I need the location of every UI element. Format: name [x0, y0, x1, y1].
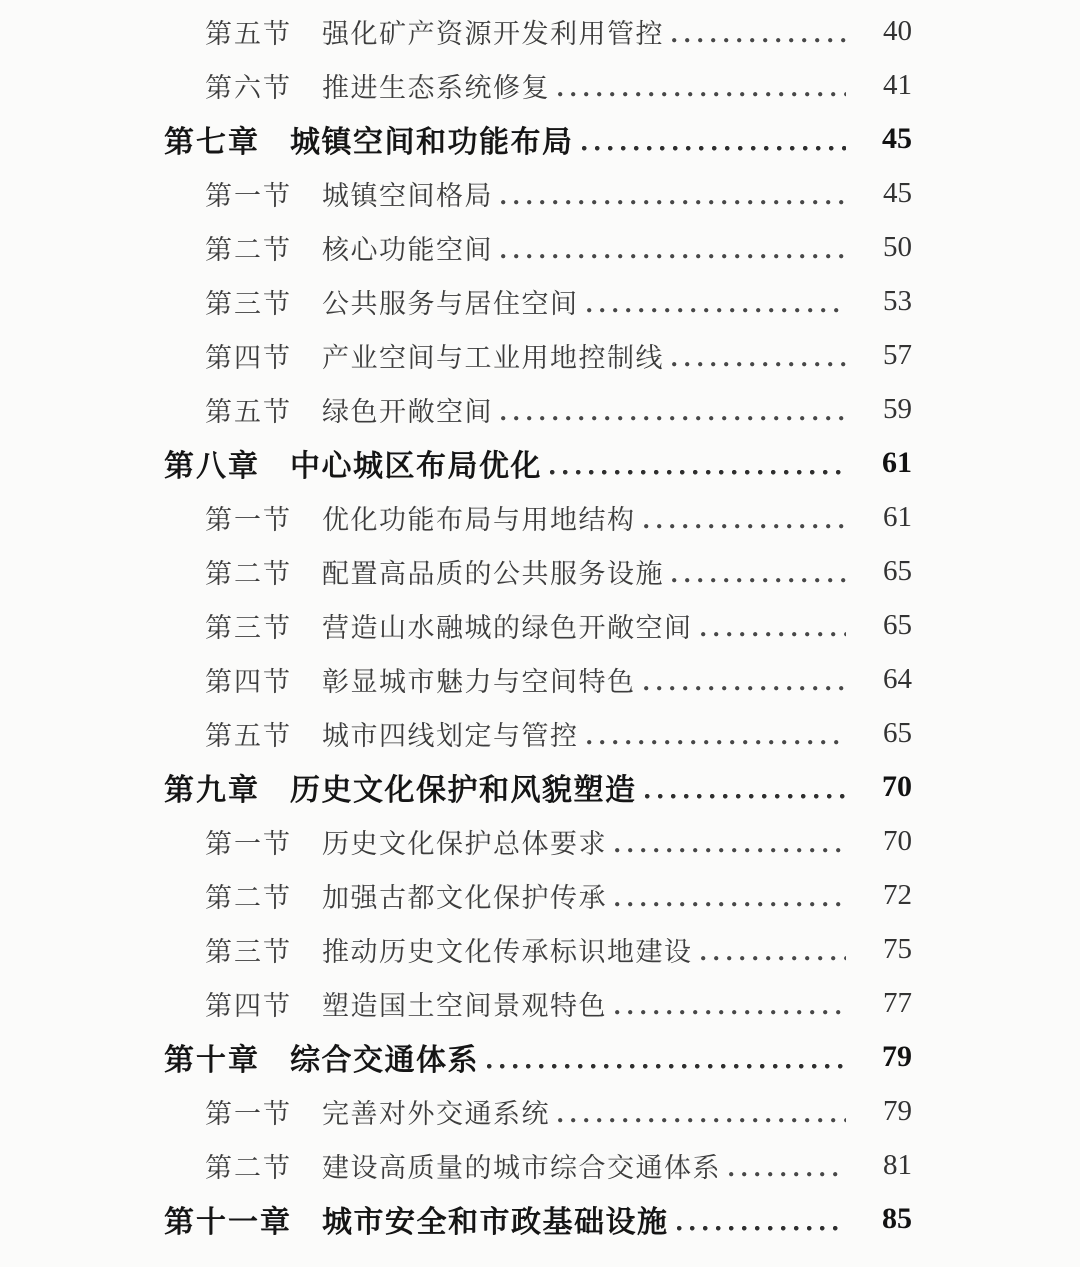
dot-leader [501, 254, 846, 259]
toc-entry-section [0, 544, 1080, 598]
toc-entry-label: 第五节 [205, 18, 292, 49]
toc-entry-section [0, 652, 1080, 706]
toc-entry-page: 53 [883, 284, 912, 317]
toc-entry-title: 推动历史文化传承标识地建设 [322, 936, 693, 967]
toc-entry-page: 41 [883, 68, 912, 101]
toc-entry-title: 塑造国土空间景观特色 [322, 990, 607, 1021]
toc-entry-page: 40 [883, 14, 912, 47]
toc-entry-section [0, 922, 1080, 976]
toc-entry-section [0, 814, 1080, 868]
toc-entry-title: 历史文化保护和风貌塑造 [290, 774, 637, 807]
toc-entry-section [0, 4, 1080, 58]
toc-entry-page: 57 [883, 338, 912, 371]
toc-entry-label: 第五节 [205, 720, 292, 751]
toc-entry-label: 第八章 [164, 450, 260, 483]
toc-entry-label: 第九章 [164, 774, 260, 807]
dot-leader [701, 956, 847, 961]
toc-entry-page: 72 [883, 878, 912, 911]
toc-entry-chapter [0, 1192, 1080, 1246]
toc-entry-section [0, 220, 1080, 274]
toc-entry-page: 65 [883, 608, 912, 641]
toc-entry-label: 第二节 [205, 1152, 292, 1183]
toc-entry-section [0, 274, 1080, 328]
toc-entry-section [0, 58, 1080, 112]
toc-entry-title: 综合交通体系 [290, 1044, 479, 1077]
toc-entry-title: 强化矿产资源开发利用管控 [322, 18, 664, 49]
toc-entry-section [0, 1084, 1080, 1138]
toc-entry-page: 61 [882, 446, 912, 479]
toc-entry-label: 第一节 [205, 180, 292, 211]
toc-entry-label: 第二节 [205, 558, 292, 589]
toc-entry-title: 优化功能布局与用地结构 [322, 504, 636, 535]
dot-leader [558, 1118, 846, 1123]
toc-entry-chapter [0, 436, 1080, 490]
toc-entry-title: 配置高品质的公共服务设施 [322, 558, 664, 589]
toc-entry-title: 城市四线划定与管控 [322, 720, 579, 751]
toc-entry-label: 第二节 [205, 234, 292, 265]
toc-entry-title: 城市安全和市政基础设施 [322, 1206, 669, 1239]
toc-entry-title: 历史文化保护总体要求 [322, 828, 607, 859]
toc-entry-section [0, 976, 1080, 1030]
dot-leader [672, 38, 846, 43]
dot-leader [644, 686, 847, 691]
toc-entry-label: 第一节 [205, 1098, 292, 1129]
toc-list [0, 4, 1080, 1246]
toc-entry-label: 第四节 [205, 666, 292, 697]
toc-entry-title: 建设高质量的城市综合交通体系 [322, 1152, 721, 1183]
dot-leader [701, 632, 847, 637]
toc-entry-label: 第三节 [205, 936, 292, 967]
toc-entry-chapter [0, 1030, 1080, 1084]
toc-entry-page: 65 [883, 716, 912, 749]
toc-entry-title: 彰显城市魅力与空间特色 [322, 666, 636, 697]
toc-entry-page: 45 [883, 176, 912, 209]
toc-entry-label: 第三节 [205, 612, 292, 643]
toc-entry-title: 绿色开敞空间 [322, 396, 493, 427]
dot-leader [672, 578, 846, 583]
toc-entry-section [0, 1138, 1080, 1192]
dot-leader [587, 740, 847, 745]
dot-leader [677, 1226, 847, 1231]
toc-entry-page: 64 [883, 662, 912, 695]
toc-entry-page: 59 [883, 392, 912, 425]
toc-entry-label: 第十章 [164, 1044, 260, 1077]
toc-entry-page: 81 [883, 1148, 912, 1181]
dot-leader [558, 92, 846, 97]
toc-entry-page: 79 [882, 1040, 912, 1073]
toc-entry-section [0, 706, 1080, 760]
dot-leader [487, 1064, 846, 1069]
dot-leader [501, 416, 846, 421]
toc-entry-page: 77 [883, 986, 912, 1019]
toc-entry-section [0, 490, 1080, 544]
toc-entry-label: 第七章 [164, 126, 260, 159]
toc-entry-label: 第一节 [205, 504, 292, 535]
toc-entry-label: 第四节 [205, 342, 292, 373]
toc-entry-page: 45 [882, 122, 912, 155]
toc-entry-label: 第三节 [205, 288, 292, 319]
toc-entry-title: 城镇空间格局 [322, 180, 493, 211]
toc-entry-label: 第五节 [205, 396, 292, 427]
toc-entry-page: 79 [883, 1094, 912, 1127]
toc-entry-label: 第六节 [205, 72, 292, 103]
dot-leader [550, 470, 846, 475]
toc-entry-page: 70 [883, 824, 912, 857]
toc-entry-page: 65 [883, 554, 912, 587]
dot-leader [582, 146, 847, 151]
toc-entry-label: 第十一章 [164, 1206, 292, 1239]
toc-entry-title: 推进生态系统修复 [322, 72, 550, 103]
toc-entry-label: 第四节 [205, 990, 292, 1021]
toc-entry-title: 加强古都文化保护传承 [322, 882, 607, 913]
dot-leader [615, 1010, 846, 1015]
toc-entry-section [0, 166, 1080, 220]
toc-entry-title: 中心城区布局优化 [290, 450, 542, 483]
toc-entry-page: 61 [883, 500, 912, 533]
toc-entry-title: 公共服务与居住空间 [322, 288, 579, 319]
toc-entry-title: 完善对外交通系统 [322, 1098, 550, 1129]
toc-entry-title: 产业空间与工业用地控制线 [322, 342, 664, 373]
toc-entry-section [0, 382, 1080, 436]
toc-entry-section [0, 328, 1080, 382]
dot-leader [672, 362, 846, 367]
toc-entry-title: 核心功能空间 [322, 234, 493, 265]
toc-entry-section [0, 868, 1080, 922]
dot-leader [729, 1172, 846, 1177]
toc-entry-label: 第二节 [205, 882, 292, 913]
toc-entry-page: 70 [882, 770, 912, 803]
toc-entry-title: 营造山水融城的绿色开敞空间 [322, 612, 693, 643]
toc-entry-page: 85 [882, 1202, 912, 1235]
toc-entry-chapter [0, 760, 1080, 814]
toc-entry-title: 城镇空间和功能布局 [290, 126, 574, 159]
toc-entry-chapter [0, 112, 1080, 166]
dot-leader [645, 794, 847, 799]
dot-leader [587, 308, 847, 313]
dot-leader [501, 200, 846, 205]
dot-leader [615, 848, 846, 853]
dot-leader [615, 902, 846, 907]
dot-leader [644, 524, 847, 529]
toc-entry-section [0, 598, 1080, 652]
toc-entry-page: 75 [883, 932, 912, 965]
toc-entry-page: 50 [883, 230, 912, 263]
toc-entry-label: 第一节 [205, 828, 292, 859]
